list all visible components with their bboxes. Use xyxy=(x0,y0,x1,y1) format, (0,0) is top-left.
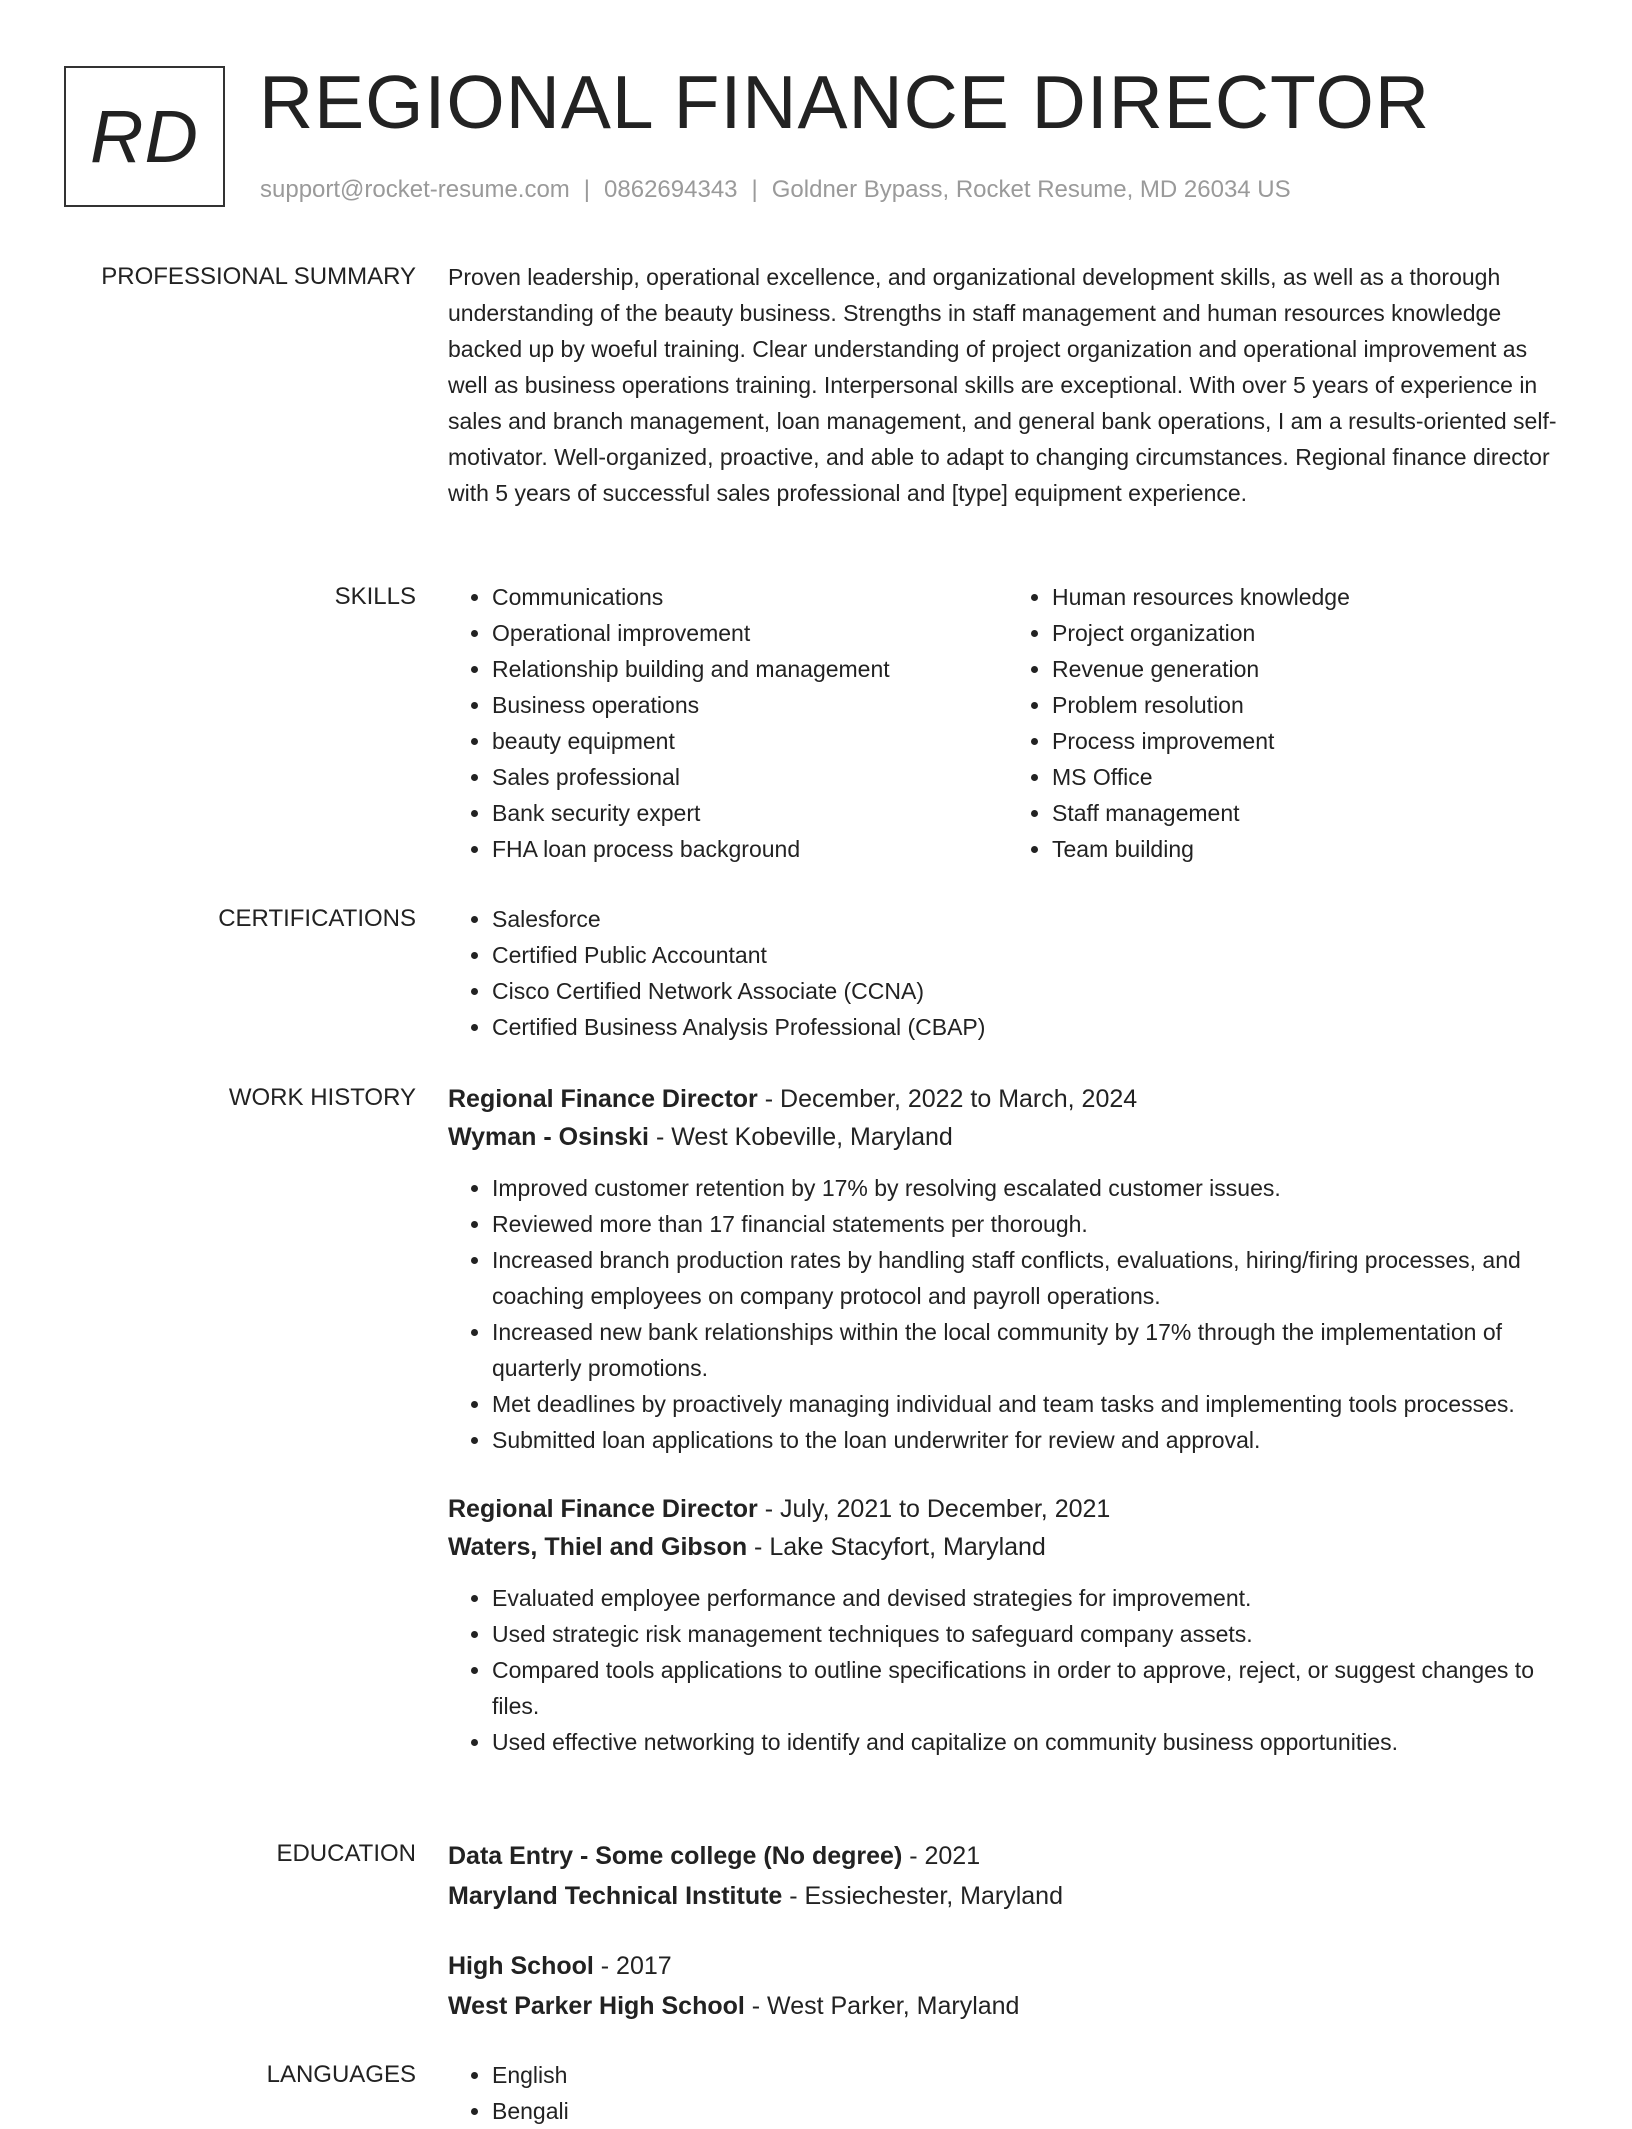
section-title: CERTIFICATIONS xyxy=(218,905,416,932)
job-bullet: • Met deadlines by proactively managing individual and team tasks and implementing tools processes. xyxy=(492,1386,1568,1422)
section-title: PROFESSIONAL SUMMARY xyxy=(101,263,416,290)
contact-separator: | xyxy=(751,176,758,203)
skill-item: • Bank security expert xyxy=(492,795,1008,831)
section-body xyxy=(448,2057,1568,2129)
section-body xyxy=(448,1836,1568,2048)
section-title: SKILLS xyxy=(334,583,416,610)
job-bullet: • Submitted loan applications to the loan underwriter for review and approval. xyxy=(492,1422,1568,1458)
job-entry xyxy=(448,1080,1568,1458)
education-degree: High School xyxy=(448,1952,594,1980)
job-location: - West Kobeville, Maryland xyxy=(649,1123,953,1151)
skill-item: • MS Office xyxy=(1052,759,1568,795)
skill-item: • Team building xyxy=(1052,831,1568,867)
section-title: LANGUAGES xyxy=(266,2061,416,2088)
language-item: • English xyxy=(492,2057,1568,2093)
job-role: Regional Finance Director xyxy=(448,1085,758,1113)
job-bullets xyxy=(448,1580,1568,1760)
education-school-line xyxy=(448,1876,1568,1916)
education-entry xyxy=(448,1946,1568,2026)
job-dates: - July, 2021 to December, 2021 xyxy=(757,1495,1111,1523)
skill-item: • Business operations xyxy=(492,687,1008,723)
education-year: - 2017 xyxy=(593,1952,672,1980)
job-entry xyxy=(448,1490,1568,1760)
education-school: West Parker High School xyxy=(448,1992,745,2020)
contact-phone[interactable]: 0862694343 xyxy=(604,176,738,203)
education-location: - Essiechester, Maryland xyxy=(782,1882,1063,1910)
job-dates: - December, 2022 to March, 2024 xyxy=(757,1085,1138,1113)
job-bullet: • Improved customer retention by 17% by resolving escalated customer issues. xyxy=(492,1170,1568,1206)
job-location: - Lake Stacyfort, Maryland xyxy=(747,1533,1046,1561)
section-title: WORK HISTORY xyxy=(228,1084,416,1111)
education-school: Maryland Technical Institute xyxy=(448,1882,783,1910)
summary-text: Proven leadership, operational excellence, and organizational development skills, as well as a thorough understanding of the beauty business. Strengths in staff management and human resources knowledge backed up by woeful training. Clear understanding of project organization and operational improvement as well as business operations training. Interpersonal skills are exceptional. With over 5 years of experience in sales and branch management, loan management, and general bank operations, I am a results-oriented self-motivator. Well-organized, proactive, and able to adapt to changing circumstances. Regional finance director with 5 years of successful sales professional and [type] equipment experience. xyxy=(448,264,1557,506)
certification-item: • Certified Business Analysis Professional (CBAP) xyxy=(492,1009,1568,1045)
skill-item: • Staff management xyxy=(1052,795,1568,831)
job-company: Wyman - Osinski xyxy=(448,1123,649,1151)
job-bullet: • Used effective networking to identify and capitalize on community business opportunities. xyxy=(492,1724,1568,1760)
job-title-line xyxy=(448,1080,1568,1118)
skills-list-right xyxy=(1008,579,1568,867)
languages-list xyxy=(448,2057,1568,2129)
job-company-line xyxy=(448,1118,1568,1156)
certification-item: • Salesforce xyxy=(492,901,1568,937)
section-title: EDUCATION xyxy=(276,1840,416,1867)
language-item: • Bengali xyxy=(492,2093,1568,2129)
contact-line xyxy=(260,174,1291,206)
monogram: RD xyxy=(64,66,225,207)
skill-item: • Revenue generation xyxy=(1052,651,1568,687)
skill-item: • Project organization xyxy=(1052,615,1568,651)
contact-separator: | xyxy=(583,176,591,203)
certification-item: • Certified Public Accountant xyxy=(492,937,1568,973)
skill-item: • Relationship building and management xyxy=(492,651,1008,687)
skill-item: • beauty equipment xyxy=(492,723,1008,759)
job-bullet: • Evaluated employee performance and devised strategies for improvement. xyxy=(492,1580,1568,1616)
certification-item: • Cisco Certified Network Associate (CCNA) xyxy=(492,973,1568,1009)
job-role: Regional Finance Director xyxy=(448,1495,758,1523)
skill-item: • Sales professional xyxy=(492,759,1008,795)
job-company-line xyxy=(448,1528,1568,1566)
job-company: Waters, Thiel and Gibson xyxy=(448,1533,748,1561)
contact-email[interactable]: support@rocket-resume.com xyxy=(260,176,570,203)
education-degree-line xyxy=(448,1836,1568,1876)
skills-list-left xyxy=(448,579,1008,867)
education-year: - 2021 xyxy=(902,1842,981,1870)
skill-item: • FHA loan process background xyxy=(492,831,1008,867)
education-entry xyxy=(448,1836,1568,1916)
job-title-line xyxy=(448,1490,1568,1528)
job-bullet: • Increased branch production rates by handling staff conflicts, evaluations, hiring/firing processes, and coaching employees on company protocol and payroll operations. xyxy=(492,1242,1568,1314)
skill-item: • Operational improvement xyxy=(492,615,1008,651)
certifications-list xyxy=(448,901,1568,1045)
section-body xyxy=(448,259,1568,511)
skill-item: • Human resources knowledge xyxy=(1052,579,1568,615)
job-bullet: • Used strategic risk management techniques to safeguard company assets. xyxy=(492,1616,1568,1652)
contact-address: Goldner Bypass, Rocket Resume, MD 26034 US xyxy=(771,176,1291,203)
job-bullet: • Increased new bank relationships within the local community by 17% through the implementation of quarterly promotions. xyxy=(492,1314,1568,1386)
skill-item: • Process improvement xyxy=(1052,723,1568,759)
education-degree: Data Entry - Some college (No degree) xyxy=(448,1842,903,1870)
job-bullet: • Reviewed more than 17 financial statements per thorough. xyxy=(492,1206,1568,1242)
skill-item: • Problem resolution xyxy=(1052,687,1568,723)
section-body xyxy=(448,1080,1568,1776)
job-bullets xyxy=(448,1170,1568,1458)
education-school-line xyxy=(448,1986,1568,2026)
education-location: - West Parker, Maryland xyxy=(744,1992,1020,2020)
resume-title: REGIONAL FINANCE DIRECTOR xyxy=(259,60,1430,144)
job-bullet: • Compared tools applications to outline specifications in order to approve, reject, or suggest changes to files. xyxy=(492,1652,1568,1724)
skill-item: • Communications xyxy=(492,579,1008,615)
skills-columns xyxy=(448,579,1568,867)
education-degree-line xyxy=(448,1946,1568,1986)
section-body xyxy=(448,901,1568,1045)
